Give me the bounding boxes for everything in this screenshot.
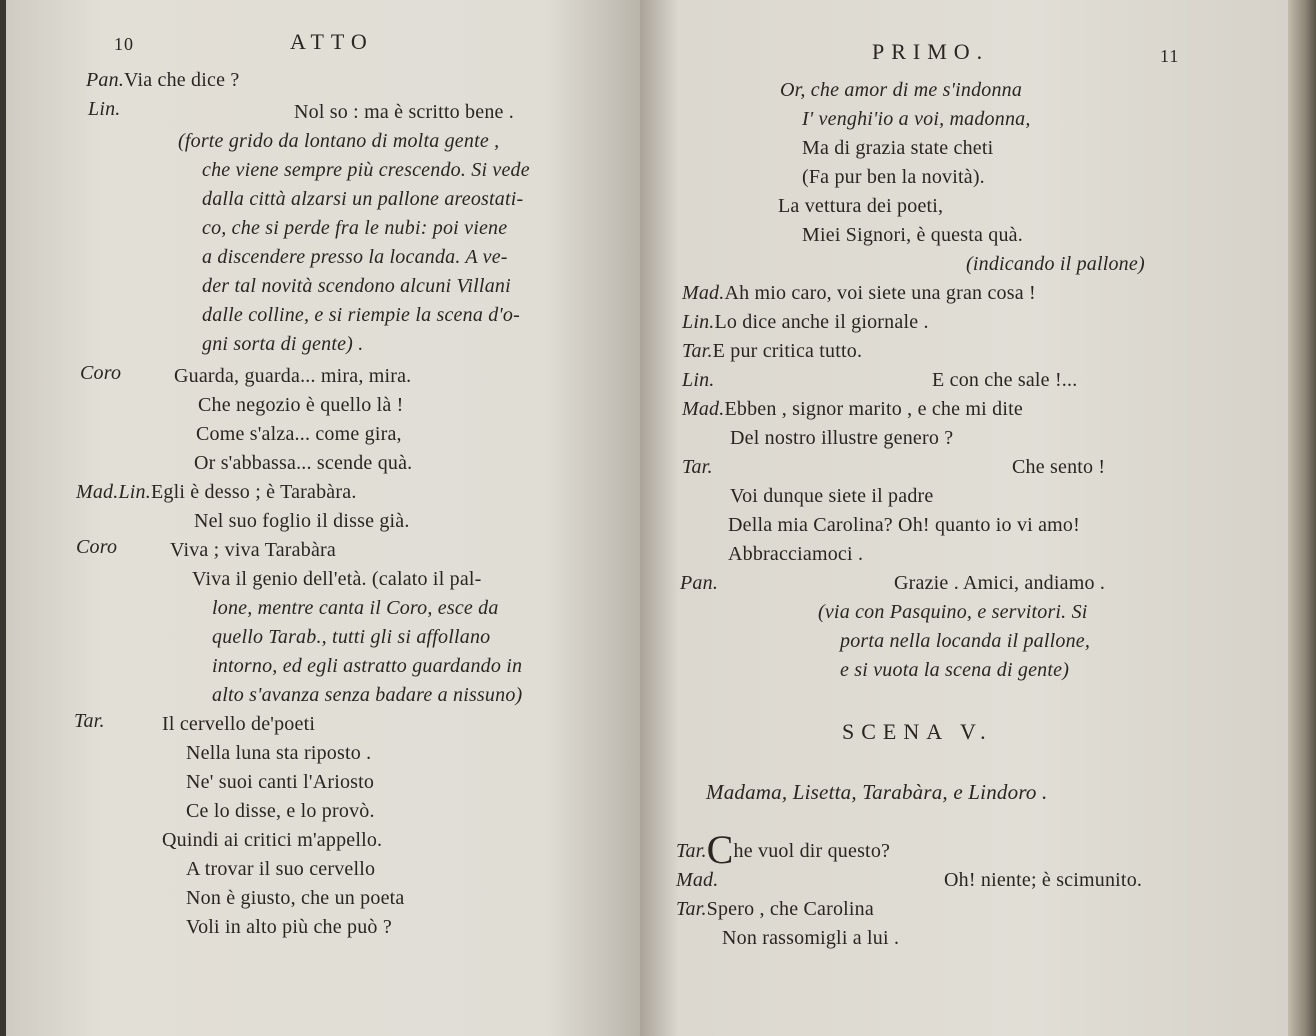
text-line: Il cervello de'poeti — [162, 713, 316, 735]
verse-line: Ma di grazia state cheti — [802, 137, 994, 159]
speaker: Coro — [76, 536, 118, 558]
stage-direction: (via con Pasquino, e servitori. Si — [818, 601, 1088, 623]
text-line: Mad.Ah mio caro, voi siete una gran cosa ! — [682, 282, 1036, 304]
text-line: Che sento ! — [1012, 456, 1106, 478]
text-line: Voli in alto più che può ? — [186, 916, 392, 938]
character-list: Madama, Lisetta, Tarabàra, e Lindoro . — [706, 780, 1048, 804]
stage-direction: gni sorta di gente) . — [202, 333, 364, 355]
stage-direction: porta nella locanda il pallone, — [840, 630, 1091, 652]
text-line: Nol so : ma è scritto bene . — [294, 101, 514, 123]
left-page — [6, 0, 642, 1036]
text-line: Del nostro illustre genero ? — [730, 427, 954, 449]
stage-direction: dalle colline, e si riempie la scena d'o- — [202, 304, 520, 326]
text-line: Nel suo foglio il disse già. — [194, 510, 410, 532]
speaker: Tar. — [682, 456, 713, 478]
scene-heading: SCENA V. — [842, 719, 993, 744]
right-page — [640, 0, 1288, 1036]
text-line: Voi dunque siete il padre — [730, 485, 934, 507]
text-line: Non è giusto, che un poeta — [186, 887, 405, 909]
text-line: E con che sale !... — [932, 369, 1078, 391]
text-line: Abbracciamoci . — [728, 543, 864, 565]
page-number: 10 — [114, 34, 134, 54]
text-line: Oh! niente; è scimunito. — [944, 869, 1143, 891]
stage-direction: che viene sempre più crescendo. Si vede — [202, 159, 530, 181]
verse-line: (Fa pur ben la novità). — [802, 166, 985, 188]
stage-direction: intorno, ed egli astratto guardando in — [212, 655, 523, 677]
page-edges — [1288, 0, 1316, 1036]
text-line: Quindi ai critici m'appello. — [162, 829, 383, 851]
text-line: Tar.Che vuol dir questo? — [676, 827, 891, 872]
speaker: Coro — [80, 362, 122, 384]
text-line: Ce lo disse, e lo provò. — [186, 800, 375, 822]
text-line: Guarda, guarda... mira, mira. — [174, 365, 412, 387]
stage-direction: quello Tarab., tutti gli si affollano — [212, 626, 491, 648]
stage-direction: lone, mentre canta il Coro, esce da — [212, 597, 499, 619]
running-head: ATTO — [290, 29, 374, 54]
text-line: Grazie . Amici, andiamo . — [894, 572, 1106, 594]
speaker: Pan. — [680, 572, 719, 594]
text-line: Mad.Lin.Egli è desso ; è Tarabàra. — [76, 481, 357, 503]
text-line: Non rassomigli a lui . — [722, 927, 900, 949]
verse-line: La vettura dei poeti, — [778, 195, 944, 217]
stage-direction: (indicando il pallone) — [966, 253, 1145, 275]
stage-direction: co, che si perde fra le nubi: poi viene — [202, 217, 508, 239]
text-line: Or s'abbassa... scende quà. — [194, 452, 413, 474]
stage-direction: a discendere presso la locanda. A ve- — [202, 246, 508, 268]
text-line: Nella luna sta riposto . — [186, 742, 372, 764]
text-line: Mad.Ebben , signor marito , e che mi dite — [682, 398, 1023, 420]
drop-cap: C — [706, 827, 734, 872]
text-line: Lin.Lo dice anche il giornale . — [682, 311, 929, 333]
text-line: Ne' suoi canti l'Ariosto — [186, 771, 375, 793]
stage-direction: e si vuota la scena di gente) — [840, 659, 1070, 681]
text-line: Pan.Via che dice ? — [86, 69, 240, 91]
stage-direction: der tal novità scendono alcuni Villani — [202, 275, 511, 297]
text-line: Come s'alza... come gira, — [196, 423, 402, 445]
text-line: Viva ; viva Tarabàra — [170, 539, 336, 561]
text-line: Tar.E pur critica tutto. — [682, 340, 863, 362]
speaker: Tar. — [74, 710, 105, 732]
page-number: 11 — [1160, 46, 1180, 66]
verse-line: Miei Signori, è questa quà. — [802, 224, 1023, 246]
stage-direction: (forte grido da lontano di molta gente , — [178, 130, 500, 152]
speaker: Lin. — [682, 369, 715, 391]
speaker: Mad. — [676, 869, 719, 891]
verse-line: I' venghi'io a voi, madonna, — [802, 108, 1031, 130]
text-line: Che negozio è quello là ! — [198, 394, 404, 416]
stage-direction: dalla città alzarsi un pallone areostati- — [202, 188, 524, 210]
text-line: A trovar il suo cervello — [186, 858, 376, 880]
verse-line: Or, che amor di me s'indonna — [780, 79, 1023, 101]
text-line: Della mia Carolina? Oh! quanto io vi amo! — [728, 514, 1080, 536]
running-head: PRIMO. — [872, 39, 990, 64]
stage-direction: alto s'avanza senza badare a nissuno) — [212, 684, 523, 706]
speaker: Lin. — [88, 98, 121, 120]
text-line: Tar.Spero , che Carolina — [676, 898, 874, 920]
text-line: Viva il genio dell'età. (calato il pal- — [192, 568, 482, 590]
